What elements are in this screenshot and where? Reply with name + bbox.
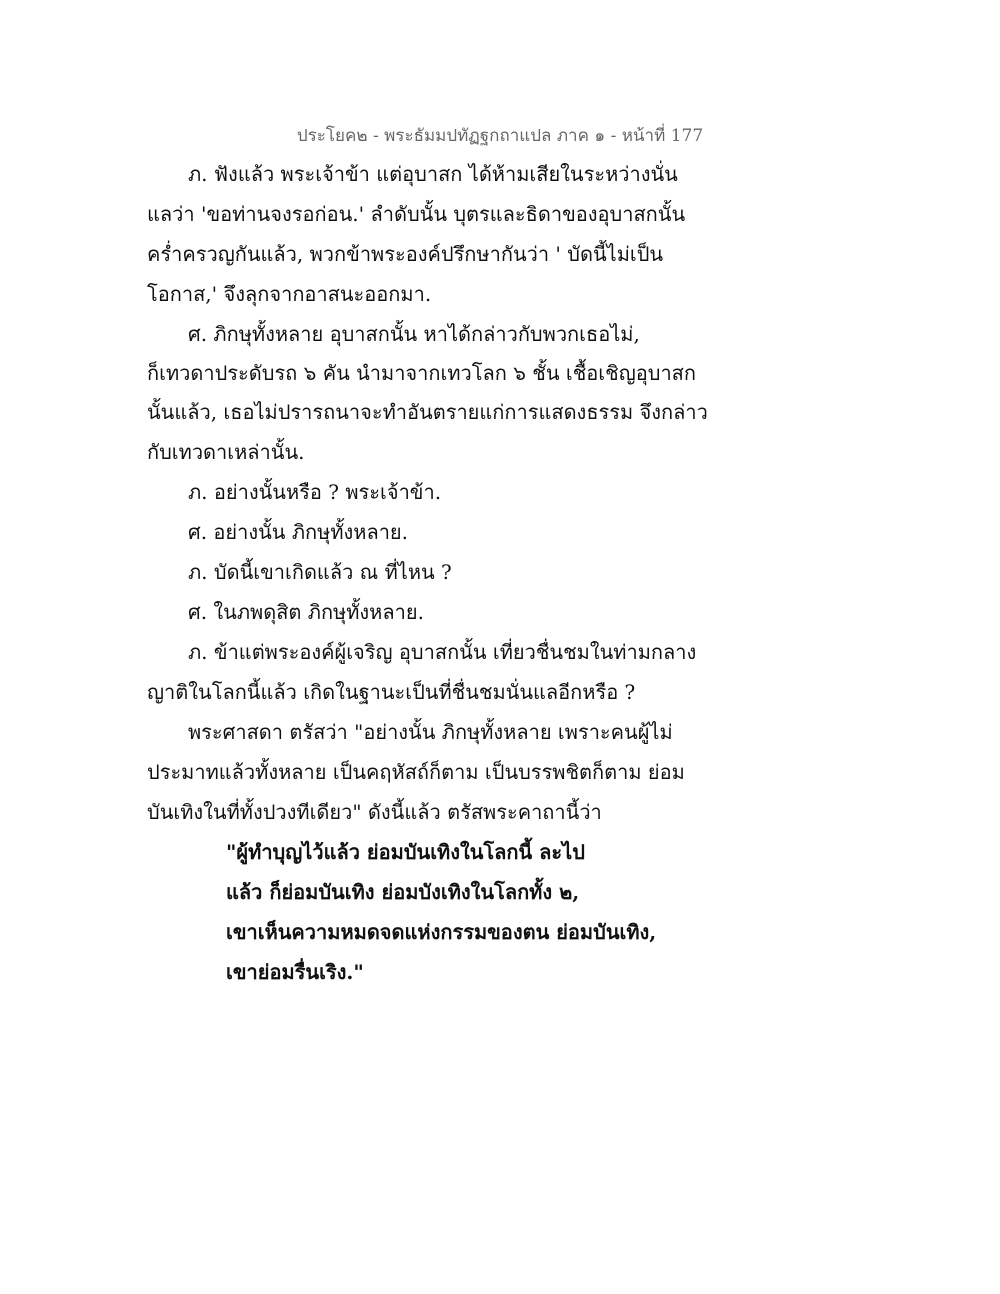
dialogue-line: ศ. ในภพดุสิต ภิกษุทั้งหลาย. [188, 600, 424, 624]
text-line: ประมาทแล้วทั้งหลาย เป็นคฤหัสถ์ก็ตาม เป็นบรรพชิตก็ตาม ย่อม [147, 760, 685, 784]
text-line: นั้นแล้ว, เธอไม่ปรารถนาจะทำอันตรายแก่การแสดงธรรม จึงกล่าว [147, 400, 708, 424]
verse-line: แล้ว ก็ย่อมบันเทิง ย่อมบังเทิงในโลกทั้ง ๒, [226, 880, 580, 904]
dialogue-line: ภ. บัดนี้เขาเกิดแล้ว ณ ที่ไหน ? [188, 560, 452, 584]
text-line: พระศาสดา ตรัสว่า "อย่างนั้น ภิกษุทั้งหลาย เพราะคนผู้ไม่ [188, 720, 673, 744]
text-line: โอกาส,' จึงลุกจากอาสนะออกมา. [147, 282, 432, 306]
dialogue-line: ศ. อย่างนั้น ภิกษุทั้งหลาย. [188, 520, 409, 544]
text-line: ญาติในโลกนี้แล้ว เกิดในฐานะเป็นที่ชื่นชมนั่นแลอีกหรือ ? [147, 680, 636, 704]
text-line: คร่ำครวญกันแล้ว, พวกข้าพระองค์ปรึกษากันว่า ' บัดนี้ไม่เป็น [147, 242, 664, 266]
text-line: แลว่า 'ขอท่านจงรอก่อน.' ลำดับนั้น บุตรและธิดาของอุบาสกนั้น [147, 202, 686, 226]
text-line: ก็เทวดาประดับรถ ๖ คัน นำมาจากเทวโลก ๖ ชั้น เชื้อเชิญอุบาสก [147, 361, 696, 385]
text-line: ภ. ฟังแล้ว พระเจ้าข้า แต่อุบาสก ได้ห้ามเสียในระหว่างนั่น [188, 162, 678, 186]
dialogue-line: ภ. อย่างนั้นหรือ ? พระเจ้าข้า. [188, 480, 442, 504]
verse-line: เขาเห็นความหมดจดแห่งกรรมของตน ย่อมบันเทิง, [226, 920, 657, 944]
running-header: ประโยค๒ - พระธัมมปทัฏฐกถาแปล ภาค ๑ - หน้าที่ 177 [296, 126, 704, 146]
text-line: ศ. ภิกษุทั้งหลาย อุบาสกนั้น หาได้กล่าวกับพวกเธอไม่, [188, 322, 640, 346]
verse-line: เขาย่อมรื่นเริง." [226, 960, 364, 984]
verse-line: "ผู้ทำบุญไว้แล้ว ย่อมบันเทิงในโลกนี้ ละไป [226, 840, 585, 864]
text-line: กับเทวดาเหล่านั้น. [147, 440, 305, 464]
text-line: ภ. ข้าแต่พระองค์ผู้เจริญ อุบาสกนั้น เที่ยวชื่นชมในท่ามกลาง [188, 640, 697, 664]
text-line: บันเทิงในที่ทั้งปวงทีเดียว" ดังนี้แล้ว ตรัสพระคาถานี้ว่า [147, 800, 602, 824]
